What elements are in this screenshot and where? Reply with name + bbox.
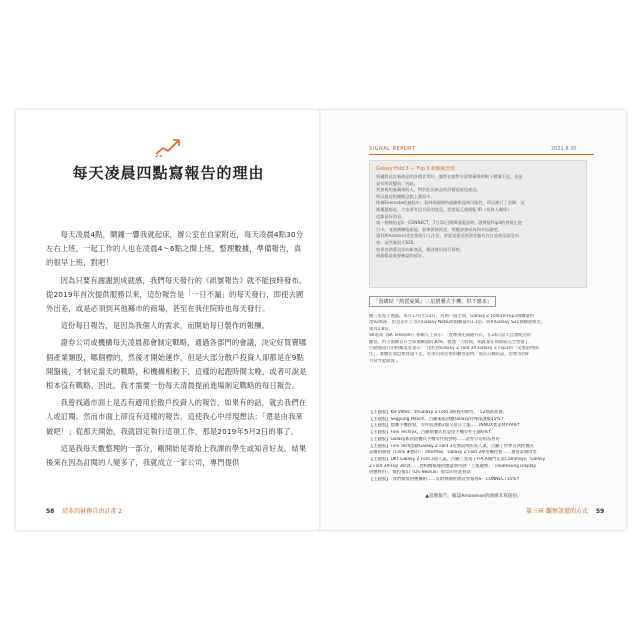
news-headline-box: 「預購結『熱賣旋風』三星摺疊式手機，供不應求」 (369, 296, 496, 307)
report-line: 周邊對這次新產品的評價非常好，雖然在銷售方面和蘋果相較下稍嫌不足，但是 (376, 174, 523, 179)
list-item: 【主題股】「我們確實供應機組……反駁韓國經濟證券報導S－CONNECT15%↑ (369, 477, 520, 483)
book-spread (16, 110, 626, 530)
report-line: 是有所改變的，因此， (376, 180, 418, 186)
report-line: 兩個都是需要確認的部分。 (376, 253, 427, 259)
report-line: 我會使用過蘋果的人，對於此次新品的評價是最佳產品。 (376, 187, 481, 193)
news-line: 顧客，約占預購首日全部預購量的30%，僅僅一天時間，開就量在如期就完全售罄了， (369, 339, 534, 345)
page-footer-right (526, 506, 604, 515)
news-line: 則為1.8倍。 (369, 326, 394, 332)
paragraph: 證券公司或機構每天凌晨都會制定戰略，通過各部門的會議，決定好買賣哪個產業類股，哪個標的，然後才開始運作，但是大部分散戶投資人卻都是在9點開盤後，才制定當天的戰略，和機構相較下，這樣的起跑時間太晚，或者可說是根本沒有戰略。因此，我才需要一份每天清晨提前進場制定戰略的每日報告。 (46, 338, 307, 391)
report-box-title: Galaxy Fold 3 ＋ Flip 3 相關概念股 (376, 167, 456, 172)
theme-stock-list (369, 410, 593, 484)
paragraph: 這是我每天數整理的一部分，剛開始是寄給上我課的學生或知音好友，結果後來在因為訂閱的人變多了，我就成立一家公司，專門提供 (46, 443, 307, 468)
news-line: SK電訊（SK Telecom）相關人士表示：「透摩預先開通方式，在24日當天首發配送的 (369, 333, 532, 339)
signal-report-box (369, 160, 587, 288)
left-page (16, 110, 321, 530)
paragraph: 因為只要有謝謝到成就感，我們每天發行的《訊號報告》就不能按時發布。從2019年首次提供服務以來，這份報告是「一日不漏」的每天發行，即使去國外出差，或是必須到其他縣市的商場，甚至在我住院時也每天發行。 (46, 275, 307, 314)
list-item: 【主題股】Segyung Hitech，凸顯獨家供應Galaxy特殊保護膜15%↑ (369, 416, 505, 422)
list-item: 【主題股】Fine Tech憑藉Galaxy Z Fold 3史無前例的高人氣，凸顯了世界首款摺疊式 (369, 443, 534, 449)
news-line: 行動通訊行的相關業者表示：「由於對Galaxy Z Fold 3和Galaxy Z Flip3的『史無前例開 (369, 346, 539, 352)
running-title: 給韭的財務自由計畫 2 (62, 508, 123, 515)
paragraph: 這份每日報告，是因為我個人的需求，而開始每日製作的報酬。 (60, 321, 270, 331)
right-page (321, 110, 626, 530)
chapter-title: 每天凌晨四點寫報告的理由 (72, 164, 265, 182)
list-item: 【主題股】摺疊手機熱賣，零件股連續2個交易日上漲……INNOX實業材料9%↑ (369, 423, 521, 429)
rising-chart-arrow-icon (154, 136, 186, 158)
news-line: 注』，實體店面恐無貨量不足，必須向來店裡的顧客說明，現在訂購的話，也要等到9 (369, 352, 529, 358)
list-item: 【主題股】Galaxy新款摺疊式手機零件股強勢……證券公司相當看好 (369, 436, 500, 442)
list-item: Z Fold 3和Flip 3缺貨……對相機模塊供應量期待感「上漲趨勢」「向Samsung Display (369, 463, 537, 469)
running-title: 觀察訊號的方式 (545, 508, 588, 515)
report-line: 容，這些量很大S20。 (376, 239, 418, 245)
list-item: 設備的開發（Click ★標的）」Interflex，Galaxy Z Fold 3專用觸控板……預估業績改善 (369, 450, 537, 456)
report-line: 所以最近相關概念股上漲很多。 (376, 193, 435, 199)
page-number: 59 (595, 508, 605, 515)
news-line: 據三星電子透露，本月17日至23日，為期一週之間，Galaxy Z Fold3和Flip3預購量約 (369, 314, 535, 319)
list-item: 【主題股】DKT Galaxy Z Fold 3超人氣，凸顯三星電子FPCA獨門企業Cammsys，Galaxy (369, 456, 546, 462)
news-line: 月份才能取貨」。 (369, 358, 402, 364)
list-item: 【主題股】KH Vatec，對Galaxy Z Fold 3熱賣的期待，「52週新高價」 (369, 410, 507, 415)
report-line: 第一個標的是S－CONNECT，7月16日與IR通電話時，證實從Flip3的供貨正進 (376, 220, 522, 226)
report-line: 還有Amosense也在搭配引入注意，要說是最近投資者雖有在注意產品訊息內 (376, 233, 520, 239)
running-chapter: 第三章 (526, 508, 545, 515)
paragraph: 我曾找過市面上是否有適用於散戶投資人的報告，如果有的話，就去我們在人或訂閱。然而市面上卻沒有這樣的報告，這使我心中浮現想法：「還是由我來做吧！」從那天開始，我就固定執行這項工作，那是2019年5月2日的事了。 (46, 398, 307, 436)
list-item: 供應材料」，維持他山（DS Neolux）股票的買進看法 (369, 470, 471, 476)
report-line: 如果也熱愛這次的新產品，應該會出現行情吧。 (376, 246, 464, 252)
page-footer-left (46, 506, 122, 515)
report-line: 保養Evernote的過程中，看到兩個標的組聯收益的可能性，所以進行了登錄，這 (376, 200, 525, 206)
paragraph: 每天凌晨4點，鬧鐘一響我就起床，辦公室在自家附近，每天凌晨4點30分左右上班，一起工作的人也在凌晨4～6點之間上班，整理數據，準備報告，真的很早上班，對吧！ (46, 230, 304, 268)
news-line: 達92萬部，由是去年上市的Galaxy Note20預購量的1.1倍，而和Galaxy S21預購量相比， (369, 320, 546, 326)
report-line: 裡優選都是，大家要有這方面的訊息，希望能互相搭配 IR（投資人關係） (376, 206, 512, 212)
list-item: 【主題股】Fine Technix，凸顯摺疊式智慧型手機零件主題6%↑ (369, 430, 492, 436)
page-number: 58 (46, 508, 55, 515)
news-body (369, 314, 591, 365)
signal-report-label: SIGNAL REPORT (369, 146, 416, 152)
signal-report-date: 2021.8.30 (551, 146, 577, 152)
report-line: 這都是好消息。 (376, 213, 406, 219)
body-text (46, 228, 308, 473)
figure-caption: ▲訊號報告，確認Amosense的商績未寫值佰。 (425, 494, 522, 499)
report-line: 行中，並預備擴張產能，如果供貨的話，那應該會成為利多因素吧。 (376, 226, 502, 232)
header-rule (369, 154, 594, 155)
